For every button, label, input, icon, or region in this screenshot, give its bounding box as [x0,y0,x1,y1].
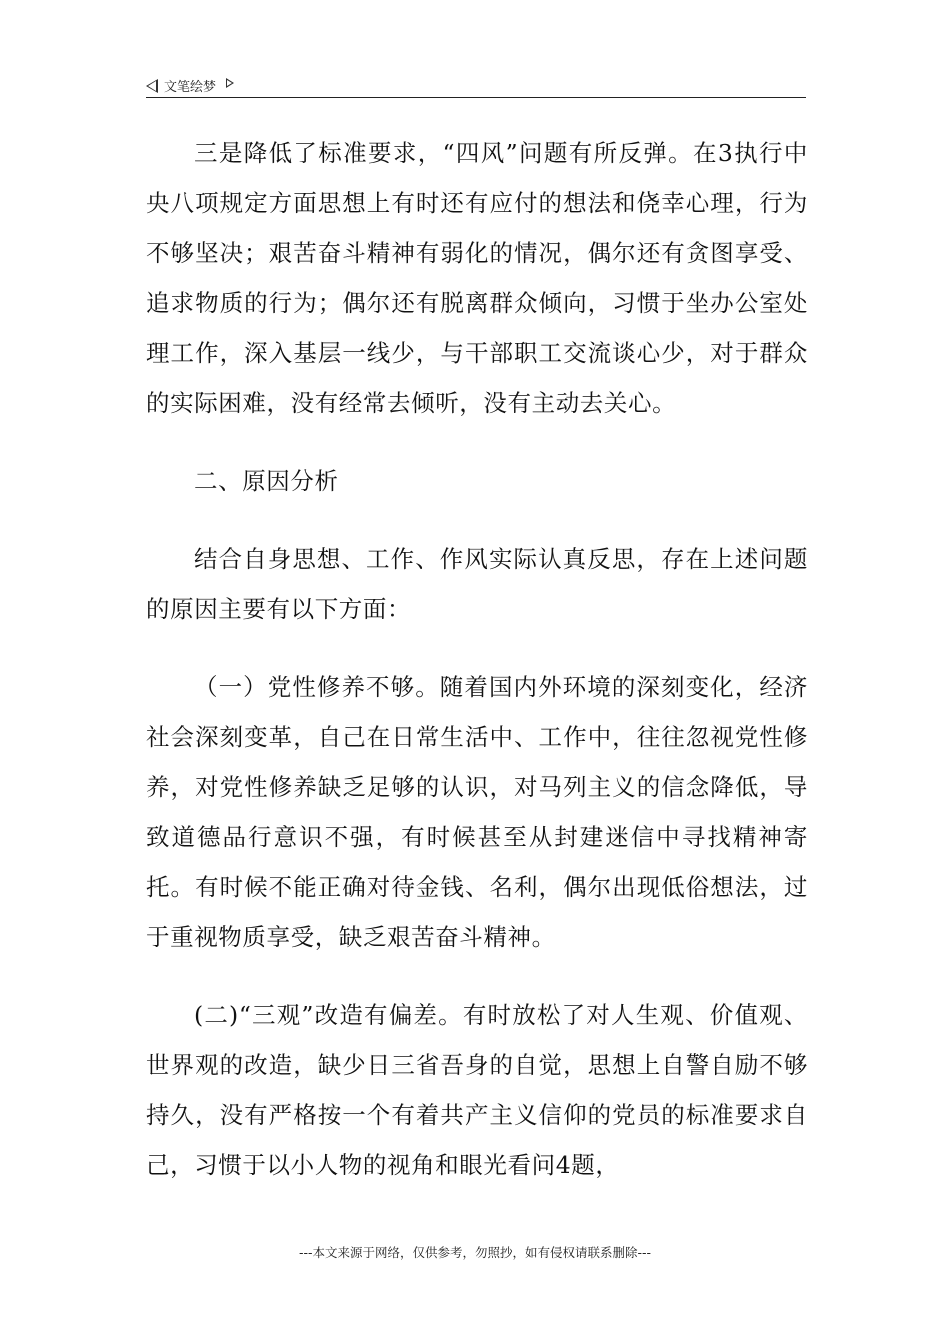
paragraph-cause-one: （一）党性修养不够。随着国内外环境的深刻变化，经济社会深刻变革，自己在日常生活中、工作中，往往忽视党性修养，对党性修养缺乏足够的认识，对马列主义的信念降低，导致道德品行意识不强，有时候甚至从封建迷信中寻找精神寄托。有时候不能正确对待金钱、名利，偶尔出现低俗想法，过于重视物质享受，缺乏艰苦奋斗精神。 [146,673,808,951]
header-brand: 文笔绘梦 [164,80,217,95]
page-header [146,72,806,98]
document-body [146,128,808,1190]
paragraph-gap [146,962,808,990]
section-heading-cause-analysis: 二、原因分析 [194,467,339,495]
paragraph-gap [146,634,808,662]
paragraph-cause-two: (二)“三观”改造有偏差。有时放松了对人生观、价值观、世界观的改造，缺少日三省吾身的自觉，思想上自警自励不够持久，没有严格按一个有着共产主义信仰的党员的标准要求自己，习惯于以小人物的视角和眼光看问4题， [146,1001,808,1179]
paragraph-gap [146,506,808,534]
footer-notice: ---本文来源于网络，仅供参考，勿照抄，如有侵权请联系删除--- [298,1245,652,1260]
paragraph-gap [146,428,808,456]
paragraph-four-winds: 三是降低了标准要求，“四风”问题有所反弹。在3执行中央八项规定方面思想上有时还有应付的想法和侥幸心理，行为不够坚决；艰苦奋斗精神有弱化的情况，偶尔还有贪图享受、追求物质的行为；偶尔还有脱离群众倾向，习惯于坐办公室处理工作，深入基层一线少，与干部职工交流谈心少，对于群众的实际困难，没有经常去倾听，没有主动去关心。 [146,139,808,417]
paragraph-intro-causes: 结合自身思想、工作、作风实际认真反思，存在上述问题的原因主要有以下方面： [146,545,808,623]
triangle-left-icon [146,79,158,93]
header-brand-row [146,76,234,95]
triangle-right-icon [226,78,234,88]
